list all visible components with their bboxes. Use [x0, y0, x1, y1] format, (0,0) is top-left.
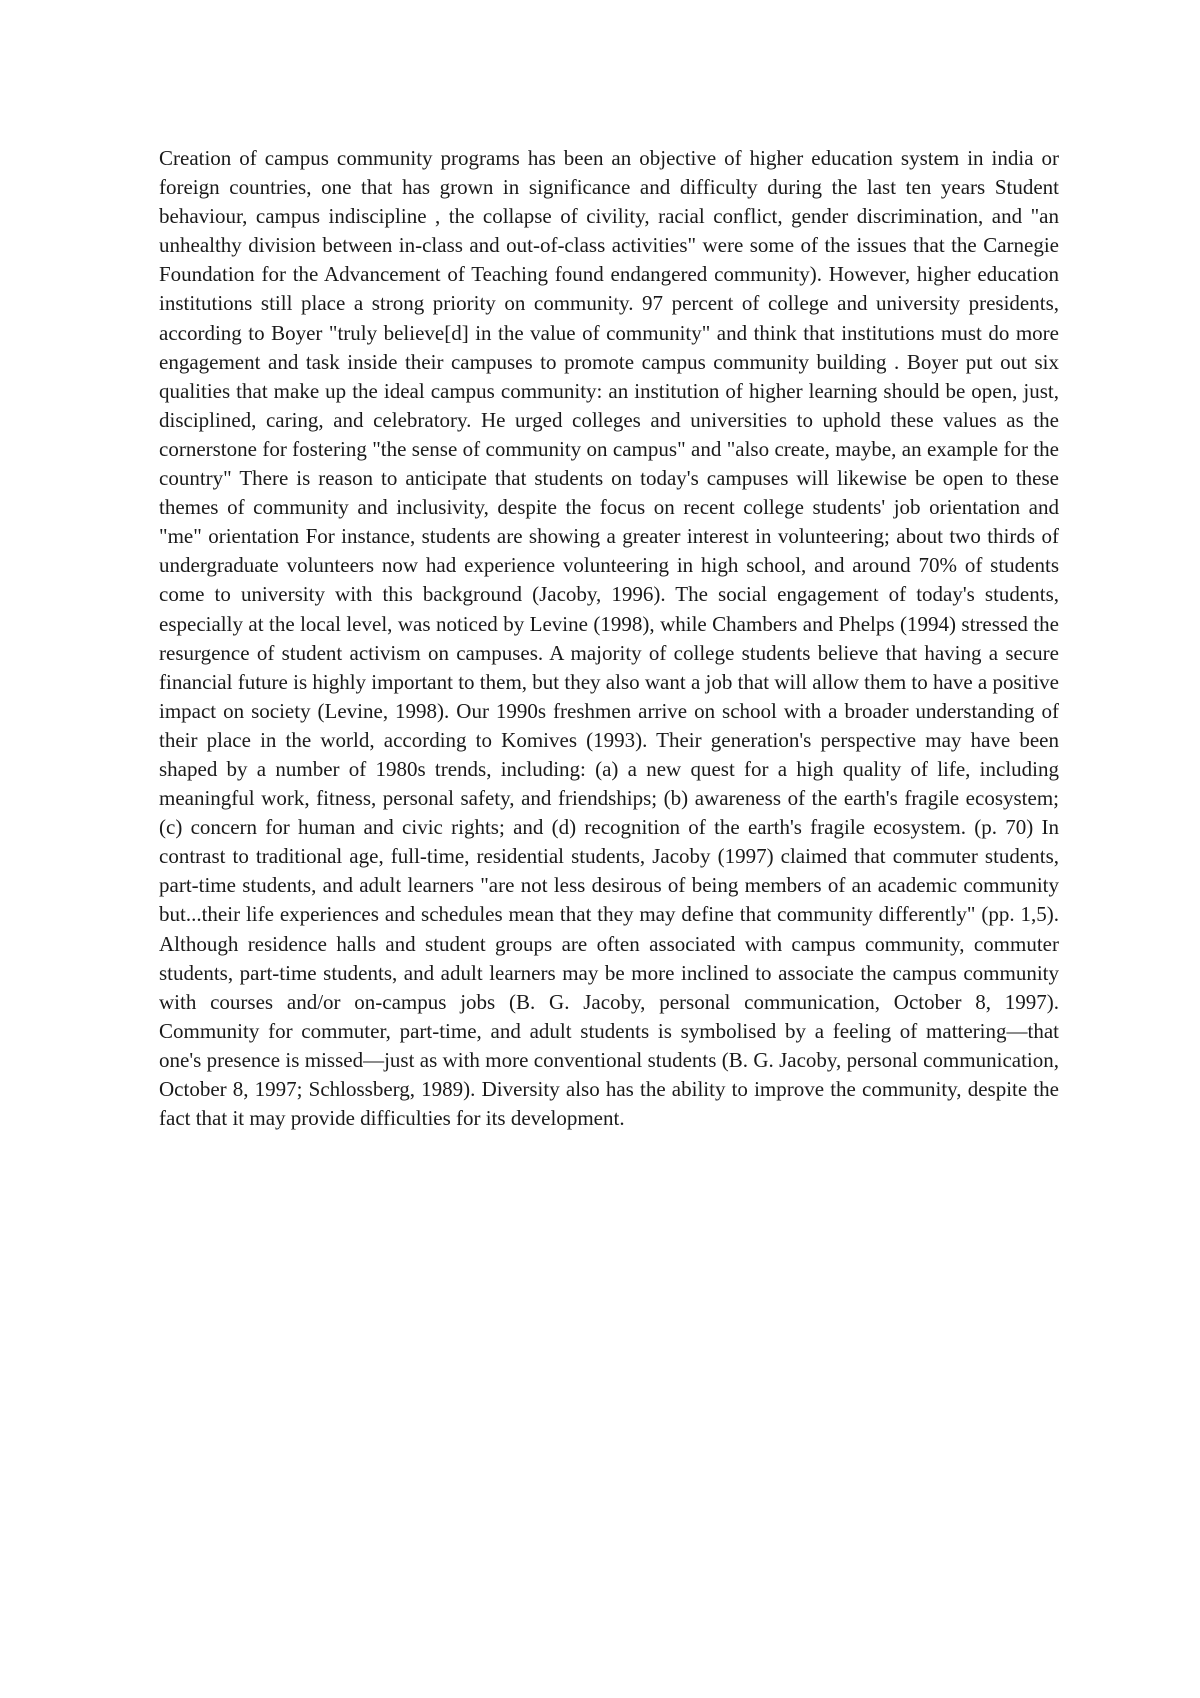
body-paragraph: Creation of campus community programs has been an objective of higher education system in india or foreign countries, one that has grown in significance and difficulty during the last ten years Student behaviour, campus indiscipline , the collapse of civility, racial conflict, gender discrimination, and "an unhealthy division between in-class and out-of-class activities" were some of the issues that the Carnegie Foundation for the Advancement of Teaching found endangered community). However, higher education institutions still place a strong priority on community. 97 percent of college and university presidents, according to Boyer "truly believe[d] in the value of community" and think that institutions must do more engagement and task inside their campuses to promote campus community building . Boyer put out six qualities that make up the ideal campus community: an institution of higher learning should be open, just, disciplined, caring, and celebratory. He urged colleges and universities to uphold these values as the cornerstone for fostering "the sense of community on campus" and "also create, maybe, an example for the country" There is reason to anticipate that students on today's campuses will likewise be open to these themes of community and inclusivity, despite the focus on recent college students' job orientation and "me" orientation For instance, students are showing a greater interest in volunteering; about two thirds of undergraduate volunteers now had experience volunteering in high school, and around 70% of students come to university with this background (Jacoby, 1996). The social engagement of today's students, especially at the local level, was noticed by Levine (1998), while Chambers and Phelps (1994) stressed the resurgence of student activism on campuses. A majority of college students believe that having a secure financial future is highly important to them, but they also want a job that will allow them to have a positive impact on society (Levine, 1998). Our 1990s freshmen arrive on school with a broader understanding of their place in the world, according to Komives (1993). Their generation's perspective may have been shaped by a number of 1980s trends, including: (a) a new quest for a high quality of life, including meaningful work, fitness, personal safety, and friendships; (b) awareness of the earth's fragile ecosystem; (c) concern for human and civic rights; and (d) recognition of the earth's fragile ecosystem. (p. 70) In contrast to traditional age, full-time, residential students, Jacoby (1997) claimed that commuter students, part-time students, and adult learners "are not less desirous of being members of an academic community but...their life experiences and schedules mean that they may define that community differently" (pp. 1,5). Although residence halls and student groups are often associated with campus community, commuter students, part-time students, and adult learners may be more inclined to associate the campus community with courses and/or on-campus jobs (B. G. Jacoby, personal communication, October 8, 1997). Community for commuter, part-time, and adult students is symbolised by a feeling of mattering—that one's presence is missed—just as with more conventional students (B. G. Jacoby, personal communication, October 8, 1997; Schlossberg, 1989). Diversity also has the ability to improve the community, despite the fact that it may provide difficulties for its development. — [159, 146, 1059, 1131]
